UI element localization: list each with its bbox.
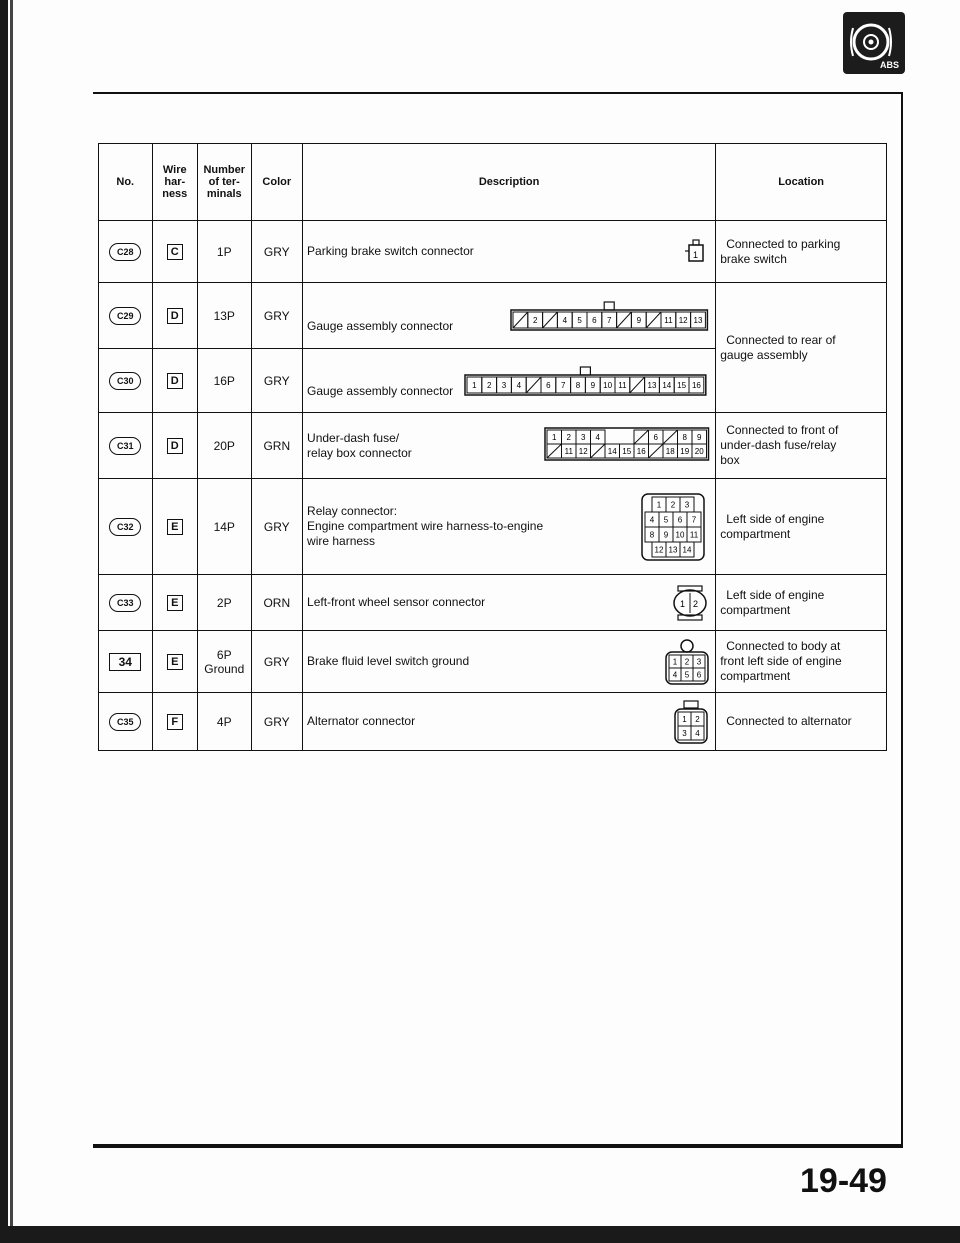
col-header-wire-harness (152, 144, 197, 221)
pin-label: 3 (696, 657, 702, 666)
connector-latch (581, 367, 591, 375)
connector-1p-icon (681, 237, 711, 267)
col-header-terminals-text: Number of ter- minals (203, 164, 246, 200)
pin-label: 1 (472, 380, 477, 390)
pin-label: 1 (682, 714, 687, 724)
location-text: Connected to alternator (726, 714, 852, 728)
location-text: Connected to parking brake switch (720, 236, 841, 266)
pin-label: 15 (677, 380, 687, 390)
pin-label: 5 (663, 515, 669, 524)
table-header-row (99, 144, 887, 221)
table-row (99, 413, 887, 479)
connector-no-badge: C35 (109, 713, 141, 731)
wire-harness-code: D (167, 373, 183, 389)
page-number: 19-49 (800, 1162, 887, 1200)
connector-latch (684, 701, 698, 708)
wire-harness-cell (152, 479, 197, 575)
description-cell (303, 631, 716, 693)
color-cell: GRY (251, 349, 303, 413)
connector-2p-icon (669, 583, 711, 623)
pin-label: 4 (516, 380, 522, 390)
connector-20p-icon (543, 424, 711, 468)
color-cell: ORN (251, 575, 303, 631)
pin-label: 2 (566, 432, 572, 442)
pin-label: 16 (637, 446, 646, 456)
pin-label: 12 (678, 315, 688, 325)
terminals-text: 6P Ground (204, 647, 245, 676)
pin-label: 6 (677, 515, 683, 524)
connector-13p-icon (509, 298, 711, 334)
description-cell (303, 283, 716, 349)
ground-terminal-icon (681, 640, 693, 652)
connector-no-cell (99, 693, 153, 751)
pin-label: 2 (693, 598, 699, 609)
connector-no-badge: C28 (109, 243, 141, 261)
terminals-cell: 16P (197, 349, 251, 413)
wire-harness-code: D (167, 308, 183, 324)
location-text: Connected to body at front left side of engine compartment (720, 639, 842, 683)
location-cell (716, 413, 887, 479)
pin-label: 3 (684, 500, 690, 509)
connector-no-cell (99, 631, 153, 693)
unused-pin-mark (547, 444, 562, 458)
pin-label: 11 (564, 446, 574, 456)
pin-label: 1 (552, 432, 557, 442)
terminals-cell: 4P (197, 693, 251, 751)
table-row (99, 221, 887, 283)
footer-bar (0, 1226, 960, 1243)
pin-label: 2 (487, 380, 492, 390)
unused-pin-mark (617, 312, 632, 328)
pin-label: 10 (675, 530, 685, 539)
description-text: Under-dash fuse/ relay box connector (307, 430, 412, 460)
terminals-cell (197, 631, 251, 693)
pin-label: 3 (581, 432, 586, 442)
color-cell: GRY (251, 631, 303, 693)
location-text: Left side of engine compartment (720, 511, 825, 541)
col-header-no: No. (99, 144, 153, 221)
connector-no-badge: C33 (109, 594, 141, 612)
connector-no-badge: C32 (109, 518, 141, 536)
pin-label: 11 (618, 380, 627, 390)
table-row (99, 631, 887, 693)
pin-label: 4 (672, 670, 678, 679)
connector-no-badge: C30 (109, 372, 141, 390)
description-cell (303, 349, 716, 413)
abs-badge-label: ABS (879, 60, 899, 70)
pin-label: 8 (682, 432, 688, 442)
unused-pin-mark (663, 430, 678, 444)
description-text: Left-front wheel sensor connector (307, 595, 486, 609)
unused-pin-mark (513, 312, 528, 328)
wire-harness-cell (152, 349, 197, 413)
connector-no-cell (99, 283, 153, 349)
terminals-cell: 13P (197, 283, 251, 349)
wire-harness-code: C (167, 244, 183, 260)
pin-label: 14 (682, 545, 692, 554)
unused-pin-mark (526, 377, 541, 393)
pin-label: 4 (649, 515, 655, 524)
location-text: Left side of engine compartment (720, 587, 825, 617)
terminals-cell: 1P (197, 221, 251, 283)
connector-no-cell (99, 479, 153, 575)
pin-label: 9 (590, 380, 596, 390)
pin-label: 2 (533, 315, 538, 325)
location-cell (716, 283, 887, 413)
location-cell (716, 479, 887, 575)
pin-label: 8 (649, 530, 655, 539)
pin-label: 9 (636, 315, 642, 325)
location-cell (716, 575, 887, 631)
pin-label: 7 (607, 315, 612, 325)
pin-label: 1 (680, 598, 686, 609)
pin-label: 11 (690, 530, 699, 539)
wire-harness-cell (152, 413, 197, 479)
description-cell (303, 693, 716, 751)
wire-harness-code: E (167, 519, 183, 535)
pin-label: 6 (546, 380, 551, 390)
footer-rule (93, 1146, 903, 1148)
color-cell: GRY (251, 283, 303, 349)
location-cell (716, 221, 887, 283)
pin-label: 2 (670, 500, 676, 509)
connector-no-cell (99, 413, 153, 479)
description-cell (303, 413, 716, 479)
pin-label: 4 (562, 315, 568, 325)
connector-no-cell (99, 575, 153, 631)
pin-label: 1 (656, 500, 662, 509)
pin-label: 20 (695, 446, 704, 456)
pin-label: 3 (501, 380, 507, 390)
pin-label: 4 (595, 432, 601, 442)
wire-harness-cell (152, 575, 197, 631)
description-text: Alternator connector (307, 714, 416, 728)
description-cell (303, 479, 716, 575)
connector-table (98, 143, 887, 751)
pin-label: 14 (608, 446, 617, 456)
pin-label: 2 (684, 657, 690, 666)
terminals-cell: 2P (197, 575, 251, 631)
wire-harness-cell (152, 283, 197, 349)
unused-pin-mark (591, 444, 606, 458)
location-text: Connected to rear of gauge assembly (720, 332, 836, 362)
pin-label: 12 (654, 545, 664, 554)
color-cell: GRY (251, 221, 303, 283)
location-cell (716, 631, 887, 693)
connector-no-badge: 34 (109, 653, 141, 671)
table-row (99, 479, 887, 575)
description-cell (303, 221, 716, 283)
pin-label: 10 (603, 380, 613, 390)
pin-label: 11 (664, 315, 673, 325)
description-cell (303, 575, 716, 631)
pin-label: 19 (680, 446, 690, 456)
table-row (99, 283, 887, 349)
pin-label: 4 (695, 728, 700, 738)
color-cell: GRY (251, 479, 303, 575)
pin-label: 5 (684, 670, 690, 679)
pin-label: 9 (697, 432, 702, 442)
abs-section-badge (843, 12, 905, 74)
col-header-terminals (197, 144, 251, 221)
pin-label: 14 (662, 380, 672, 390)
pin-label: 13 (693, 315, 703, 325)
binding-edge-shadow (10, 0, 13, 1243)
pin-label: 5 (577, 315, 583, 325)
terminals-cell: 14P (197, 479, 251, 575)
pin-label: 12 (579, 446, 588, 456)
connector-4p-icon (671, 698, 711, 746)
description-text: Gauge assembly connector (307, 318, 454, 333)
pin-label: 3 (682, 728, 687, 738)
pin-label: 13 (647, 380, 657, 390)
wire-harness-cell (152, 693, 197, 751)
pin-label: 16 (692, 380, 702, 390)
col-header-location: Location (716, 144, 887, 221)
wire-harness-cell (152, 221, 197, 283)
pin-label: 6 (696, 670, 702, 679)
pin-label: 1 (693, 249, 699, 260)
color-cell: GRN (251, 413, 303, 479)
binding-edge (0, 0, 8, 1243)
description-text: Relay connector: Engine compartment wire harness-to-engine wire harness (307, 504, 544, 548)
unused-pin-mark (646, 312, 661, 328)
location-text: Connected to front of under-dash fuse/relay box (720, 423, 839, 467)
terminals-cell: 20P (197, 413, 251, 479)
pin-label: 13 (668, 545, 678, 554)
col-header-description: Description (303, 144, 716, 221)
col-header-wire-harness-text: Wire har- ness (162, 164, 188, 200)
unused-pin-mark (630, 377, 645, 393)
pin-label: 6 (592, 315, 597, 325)
pin-label: 15 (622, 446, 632, 456)
pin-label: 7 (561, 380, 566, 390)
pin-label: 1 (672, 657, 678, 666)
pin-label: 8 (575, 380, 581, 390)
connector-no-badge: C31 (109, 437, 141, 455)
unused-pin-mark (543, 312, 558, 328)
pin-label: 7 (691, 515, 697, 524)
location-cell (716, 693, 887, 751)
description-text: Gauge assembly connector (307, 383, 454, 398)
unused-pin-mark (634, 430, 649, 444)
col-header-color: Color (251, 144, 303, 221)
wire-harness-code: E (167, 595, 183, 611)
table-row (99, 693, 887, 751)
wire-harness-code: F (167, 714, 183, 730)
connector-no-badge: C29 (109, 307, 141, 325)
unused-pin-mark (649, 444, 664, 458)
pin-label: 18 (666, 446, 675, 456)
description-text: Parking brake switch connector (307, 244, 474, 258)
wire-harness-code: E (167, 654, 183, 670)
connector-no-cell (99, 221, 153, 283)
wire-harness-code: D (167, 438, 183, 454)
connector-no-cell (99, 349, 153, 413)
pin-label: 2 (695, 714, 700, 724)
description-text: Brake fluid level switch ground (307, 654, 470, 668)
connector-16p-icon (463, 363, 711, 399)
connector-latch (604, 302, 614, 310)
pin-label: 6 (653, 432, 659, 442)
color-cell: GRY (251, 693, 303, 751)
connector-14p-icon (639, 487, 711, 567)
table-row (99, 575, 887, 631)
pin-label: 9 (663, 530, 669, 539)
wire-harness-cell (152, 631, 197, 693)
connector-6p-ground-icon (663, 637, 711, 687)
